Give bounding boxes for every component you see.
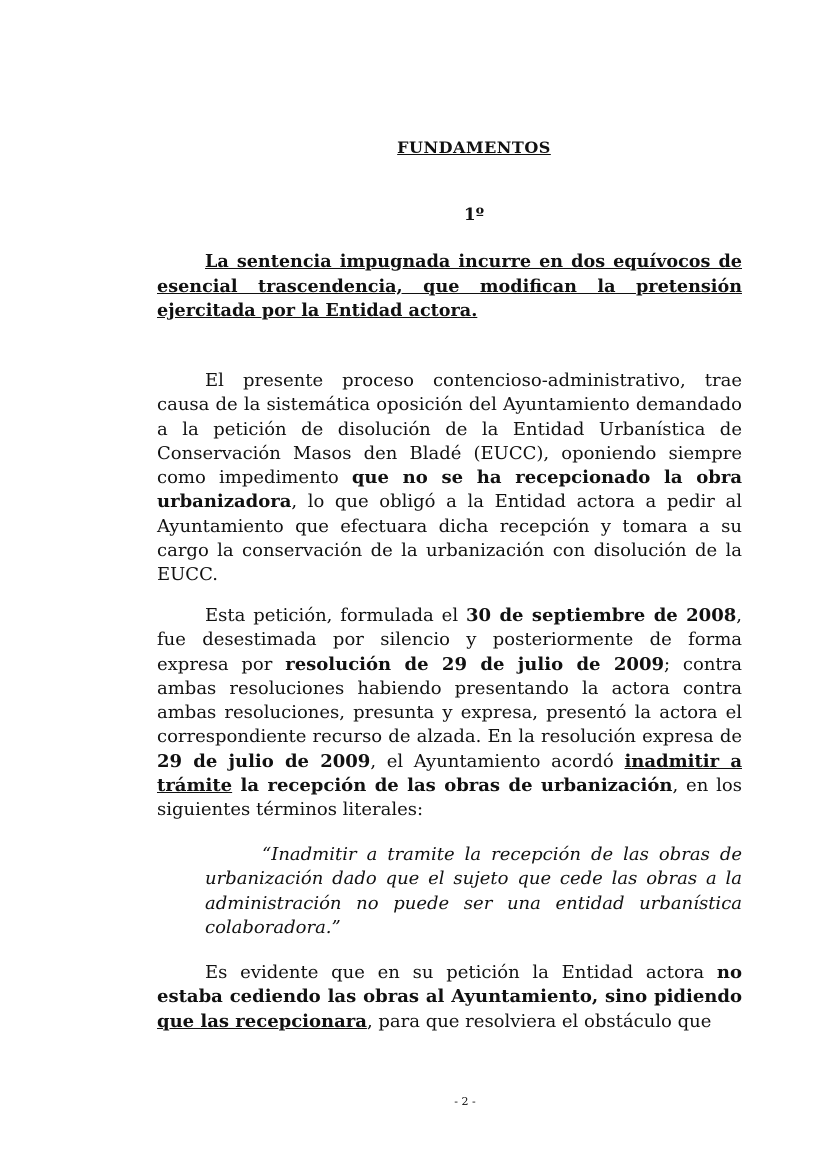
quoted-resolution-text: “Inadmitir a tramite la recepción de las obras de urbanización dado que el sujeto que cede las obras a la administración no puede ser una entidad urbanística colaboradora.”	[205, 844, 742, 938]
paragraph-2-inadmit: inadmitir a trámite	[157, 750, 742, 797]
paragraph-2-text-d: , el Ayuntamiento acordó	[370, 750, 625, 772]
paragraph-2-resolution: resolución de 29 de julio de 2009	[285, 653, 664, 675]
subsection-title	[157, 250, 742, 324]
paragraph-2-reception: la recepción de las obras de urbanización	[232, 775, 673, 797]
paragraph-1-bold-a: que no se ha recepcionado la obra urbanizadora	[157, 467, 742, 513]
section-heading: FUNDAMENTOS	[397, 138, 551, 157]
paragraph-3-bold-underlined: que las recepcionara	[157, 1010, 367, 1032]
paragraph-2-text-e: , en los siguientes términos literales:	[157, 775, 742, 821]
paragraph-3-bold-a: no estaba cediendo las obras al Ayuntamiento, sino pidiendo	[157, 962, 742, 1008]
paragraph-1-text-a: El presente proceso contencioso-administrativo, trae causa de la sistemática oposición del Ayuntamiento demandado a la petición de disolución de la Entidad Urbanística de Conservación Masos den Bladé (EUCC), oponiendo siempre como impedimento	[157, 370, 742, 489]
section-number: 1º	[463, 205, 485, 225]
paragraph-3	[157, 961, 742, 1034]
paragraph-2-text-a: Esta petición, formulada el	[205, 605, 466, 626]
paragraph-2-text-c: ; contra ambas resoluciones habiendo presentando la actora contra ambas resoluciones, presunta y expresa, presentó la actora el correspondiente recurso de alzada. En la resolución expresa de	[157, 653, 742, 748]
quoted-resolution	[205, 843, 742, 940]
subsection-title-text: La sentencia impugnada incurre en dos equívocos de esencial trascendencia, que modifican la pretensión ejercitada por la Entidad actora.	[157, 251, 742, 321]
paragraph-1-text-b: , lo que obligó a la Entidad actora a pedir al Ayuntamiento que efectuara dicha recepción y tomara a su cargo la conservación de la urbanización con disolución de la EUCC.	[157, 491, 742, 586]
paragraph-2-date-resolution: 29 de julio de 2009	[157, 750, 371, 772]
paragraph-1	[157, 369, 742, 588]
page-number: - 2 -	[454, 1095, 476, 1108]
paragraph-3-text-b: , para que resolviera el obstáculo que	[366, 1010, 712, 1032]
paragraph-2-text-b: , fue desestimada por silencio y posteriormente de forma expresa por	[157, 605, 742, 675]
paragraph-3-text-a: Es evidente que en su petición la Entidad actora	[205, 962, 717, 983]
paragraph-2-date-petition: 30 de septiembre de 2008	[465, 605, 737, 626]
paragraph-2	[157, 604, 742, 823]
